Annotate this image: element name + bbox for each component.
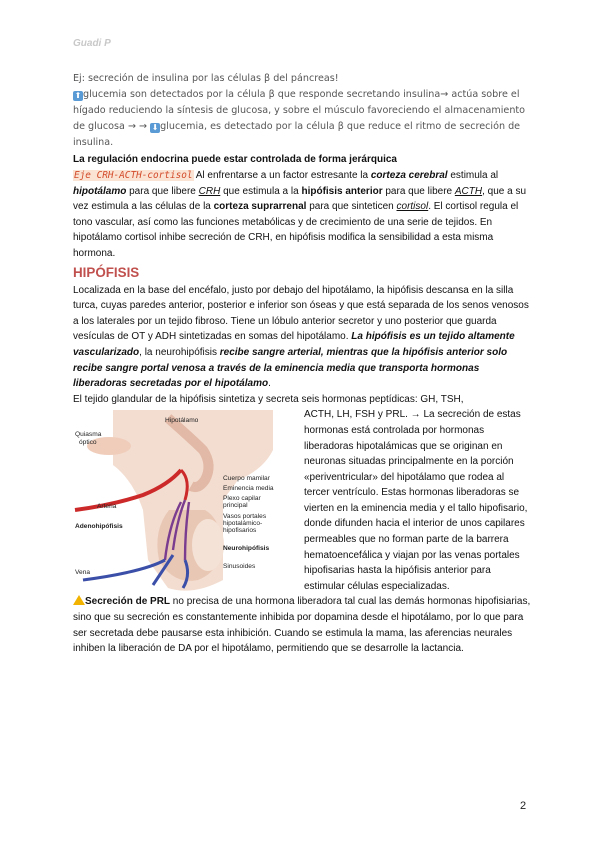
label-vena: Vena (75, 569, 91, 577)
term-hipotalamo: hipotálamo (73, 185, 127, 197)
axis-label: Eje CRH-ACTH-cortisol (74, 170, 193, 181)
label-neurohipofisis: Neurohipófisis (223, 545, 270, 553)
text: Al enfrentarse a un factor estresante la (193, 170, 371, 181)
axis-paragraph (73, 168, 531, 262)
page-number: 2 (520, 800, 527, 812)
section-heading: La regulación endocrina puede estar controlada de forma jerárquica (73, 154, 397, 165)
label-hipotalamico: hipotalámico- (223, 520, 263, 528)
label-arteria: Arteria (97, 503, 117, 511)
label-principal: principal (223, 502, 248, 510)
label-plexo: Plexo capilar (223, 495, 261, 503)
term-hipofisis-anterior: hipófisis anterior (301, 185, 383, 197)
label-hipotalamo: Hipotálamo (165, 417, 199, 425)
arrow-up-icon: ⬆ (74, 91, 82, 100)
arrow-down-icon: ⬇ (151, 123, 159, 132)
example-line: Ej: secreción de insulina por las células β del páncreas! (73, 73, 339, 84)
label-optico: óptico (79, 439, 97, 447)
example-paragraph (73, 71, 531, 151)
term-corteza-suprarrenal: corteza suprarrenal (213, 201, 307, 213)
text: . (268, 378, 271, 390)
term-cortisol: cortisol (396, 201, 429, 213)
figure-wrap (73, 407, 531, 594)
section-title: HIPÓFISIS (73, 264, 140, 280)
emphasis-vascularizado: La hipófisis es un tejido altamente vascularizado (73, 331, 515, 358)
prl-bold: Secreción de PRL (85, 596, 171, 608)
author-header: Guadi P (73, 38, 111, 49)
label-cuerpo-mamilar: Cuerpo mamilar (223, 475, 270, 483)
emphasis-sangre-portal: recibe sangre arterial, mientras que la hipófisis anterior solo recibe sangre portal venosa a través de la eminencia media que transporta hormonas liberadoras secretadas por el hipotálamo (73, 346, 508, 390)
prl-text: no precisa de una hormona liberadora tal cual las demás hormonas hipofisiarias, sino que su secreción es constantemente inhibida por dopamina desde el hipotálamo, por lo que para ser secretada debe pausarse esta inhibición. Cuando se estimula la mama, las aferencias neurales inhiben la liberación de DA por el hipotálamo, permitiendo que se desarrolle la lactancia. (73, 596, 531, 655)
hipofisis-paragraph (73, 283, 531, 392)
label-hipofisarios: hipofisarios (223, 527, 257, 535)
label-eminencia-media: Eminencia media (223, 485, 274, 493)
side-paragraph: ACTH, LH, FSH y PRL. → La secreción de estas hormonas está controlada por hormonas liberadoras hipotalámicas que se originan en neuronas situadas principalmente en la porción «periventricular» del hipotálamo que rodea al tercer ventrículo. Estas hormonas liberadoras se vierten en la eminencia media y el tallo hipofisario, donde difunden hacia el interior de unos capilares permeables que no forman parte de la barrera hematoencefálica y viajan por las venas portales hipofisarias hasta la hipófisis anterior para estimular células especializadas. (304, 409, 528, 592)
example-text-3: glucemia, es detectado por la célula β que reduce el ritmo de secreción de insulina. (73, 121, 521, 148)
text: para que libere (382, 185, 455, 197)
text: . El cortisol regula el tono vascular, así como las funciones metabólicas y de crecimiento de una serie de tejidos. En hipotálamo cortisol inhibe secreción de CRH, en hipófisis modifica la sensibilidad a esta misma hormona. (73, 201, 519, 259)
label-sinusoides: Sinusoides (223, 563, 256, 571)
text: que estimula a la (220, 185, 302, 197)
label-vasos-portales: Vasos portales (223, 513, 267, 521)
text: para que sinteticen (306, 201, 397, 213)
term-corteza-cerebral: corteza cerebral (370, 170, 448, 181)
label-adenohipofisis: Adenohipófisis (75, 523, 123, 531)
term-acth: ACTH (454, 185, 483, 197)
neurohypophysis-shape (192, 519, 224, 571)
term-crh: CRH (198, 185, 221, 197)
label-quiasma: Quiasma (75, 431, 102, 439)
pituitary-diagram (73, 410, 295, 596)
example-body (73, 87, 531, 151)
warning-icon (73, 595, 85, 605)
example-text-2: glucemia son detectados por la célula β que responde secretando insulina→ actúa sobre el hígado reduciendo la síntesis de glucosa, y sobre el músculo favoreciendo el almacenamiento de glucosa → → (73, 89, 526, 132)
text: para que libere (126, 185, 199, 197)
text: , la neurohipófisis (139, 346, 220, 358)
text: , que a su vez estimula a las células de la (73, 185, 527, 213)
text: Localizada en la base del encéfalo, justo por debajo del hipotálamo, la hipófisis descansa en la silla turca, cuyas paredes anterior, posterior e inferior son óseas y que está separada de los senos venosos a los laterales por un tejido fibroso. Tiene un lóbulo anterior secretor y uno posterior que guarda vesículas de OT y ADH sintetizadas en somas del hipotálamo. (73, 284, 529, 343)
prl-paragraph (73, 594, 531, 656)
page-body (73, 71, 531, 657)
hormones-line: El tejido glandular de la hipófisis sintetiza y secreta seis hormonas peptídicas: GH, TSH, (73, 393, 464, 405)
text: estimula al (447, 170, 499, 181)
